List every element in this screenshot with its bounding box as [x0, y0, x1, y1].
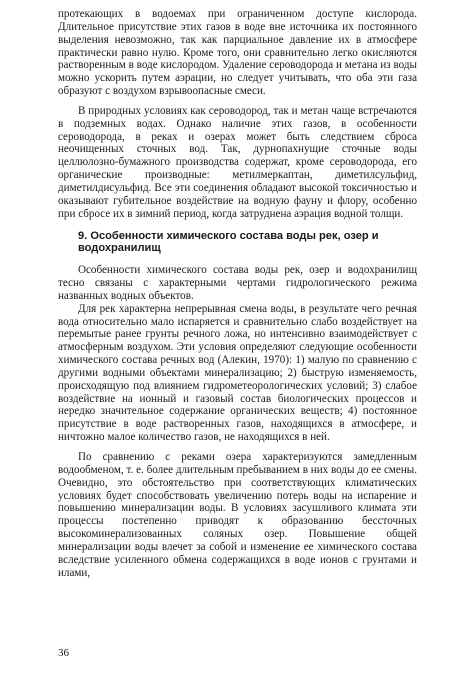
section-heading: 9. Особенности химического состава воды рек, озер и водохранилищ	[78, 229, 379, 255]
paragraph-rivers: Для рек характерна непрерывная смена воды, в результате чего речная вода относительно мало испаряется и сравнительно слабо воздействует на перемытые ранее грунты речного ложа, но интенсивно взаимодействует с атмосферным воздухом. Эти условия определяют следующие особенности химического состава речных вод (Алекин, 1970): 1) малую по сравнению с другими водными объектами минерализацию; 2) быструю изменяемость, происходящую под влиянием гидрометеорологических условий; 3) слабое воздействие на ионный и газовый состав биологических процессов и нередко значительное содержание органических веществ; 4) постоянное присутствие в воде растворенных газов, находящихся в атмосфере, и ничтожно малое количество газов, не находящихся в ней.	[58, 302, 417, 444]
page-number: 36	[58, 647, 69, 659]
paragraph-lakes: По сравнению с реками озера характеризуются замедленным водообменом, т. е. более длительным пребыванием в них воды до ее смены. Очевидно, это обстоятельство при соответствующих климатических условиях будет способствовать увеличению потерь воды на испарение и повышению минерализации воды. В условиях засушливого климата эти процессы постепенно приводят к образованию бессточных высокоминерализованных соляных озер. Повышение общей минерализации воды влечет за собой и изменение ее химического состава вследствие усиленного обмена содержащихся в воде ионов с грунтами и илами,	[58, 451, 417, 579]
paragraph-continuation: протекающих в водоемах при ограниченном доступе кислорода. Длительное присутствие этих газов в воде вне источника их постоянного выделения невозможно, так как парциальное давление их в атмосфере практически равно нулю. Кроме того, они сравнительно легко окисляются растворенным в воде кислородом. Удаление сероводорода и метана из воды можно ускорить путем аэрации, но следует учитывать, что оба эти газа образуют с воздухом взрывоопасные смеси.	[58, 8, 417, 98]
paragraph-natural-conditions: В природных условиях как сероводород, так и метан чаще встречаются в подземных водах. Однако наличие этих газов, в особенности сероводорода, в реках и озерах может быть следствием сброса неочищенных сточных вод. Так, дурнопахнущие сточные воды целлюлозно-бумажного производства содержат, кроме сероводорода, его органические производные: метилмеркаптан, диметилсульфид, диметилдисульфид. Все эти соединения обладают высокой токсичностью и оказывают губительное воздействие на водную фауну и флору, особенно при сбросе их в зимний период, когда затруднена аэрация водной толщи.	[58, 104, 417, 220]
paragraph-intro: Особенности химического состава воды рек, озер и водохранилищ тесно связаны с характерными чертами гидрологического режима названных водных объектов.	[58, 264, 417, 302]
